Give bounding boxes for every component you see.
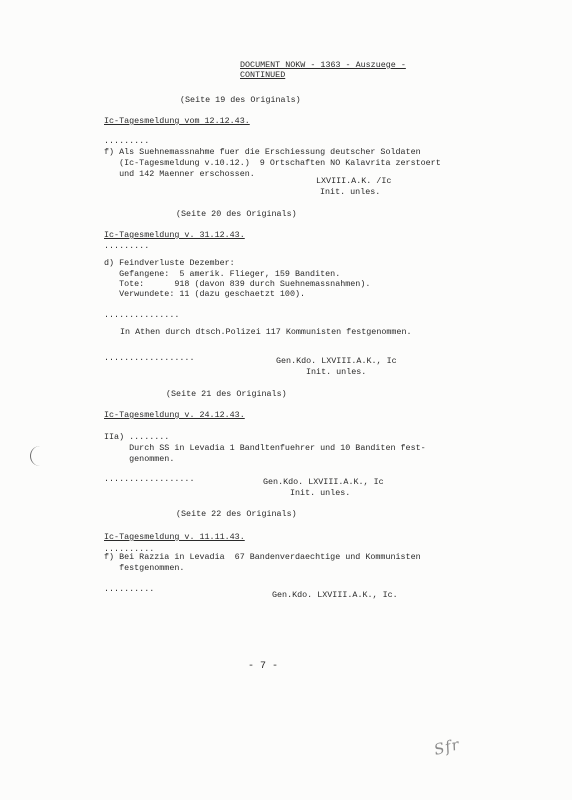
signature-unit: Gen.Kdo. LXVIII.A.K., Ic — [276, 356, 397, 366]
signature-initials: Init. unles. — [306, 367, 367, 377]
ellipsis-line: .................. — [104, 353, 195, 363]
section-heading: Ic-Tagesmeldung v. 11.11.43. — [104, 532, 245, 542]
paragraph-line: (Ic-Tagesmeldung v.10.12.) 9 Ortschaften NO Kalavrita zerstoert — [104, 158, 441, 168]
handwritten-initials: Sfr — [432, 735, 462, 759]
section-heading: Ic-Tagesmeldung v. 31.12.43. — [104, 230, 245, 240]
ellipsis-line: ............... — [104, 310, 180, 320]
paragraph-line: f) Als Suehnemassnahme fuer die Erschiessung deutscher Soldaten — [104, 147, 421, 157]
ellipsis-line: ......... — [104, 136, 150, 146]
page-number: - 7 - — [248, 661, 279, 672]
paragraph-line: f) Bei Razzia in Levadia 67 Bandenverdaechtige und Kommunisten — [104, 552, 421, 562]
paragraph-line: und 142 Maenner erschossen. — [104, 169, 255, 179]
hole-punch-mark — [30, 446, 43, 466]
paragraph-line: In Athen durch dtsch.Polizei 117 Kommunisten festgenommen. — [120, 327, 412, 337]
paragraph-line: d) Feindverluste Dezember: — [104, 258, 235, 268]
signature-unit: Gen.Kdo. LXVIII.A.K., Ic — [263, 477, 384, 487]
paragraph-line: Tote: 918 (davon 839 durch Suehnemassnahmen). — [104, 279, 371, 289]
paragraph-line: Gefangene: 5 amerik. Flieger, 159 Banditen. — [104, 269, 341, 279]
signature-unit: LXVIII.A.K. /Ic — [316, 176, 392, 186]
paragraph-line: IIa) ........ — [104, 432, 170, 442]
section-heading: Ic-Tagesmeldung v. 24.12.43. — [104, 410, 245, 420]
signature-initials: Init. unles. — [290, 488, 351, 498]
document-header-line1: DOCUMENT NOKW - 1363 - Auszuege - — [240, 60, 406, 70]
page-reference: (Seite 20 des Originals) — [176, 209, 297, 219]
section-heading: Ic-Tagesmeldung vom 12.12.43. — [104, 116, 250, 126]
page-reference: (Seite 21 des Originals) — [166, 389, 287, 399]
signature-initials: Init. unles. — [320, 187, 381, 197]
ellipsis-line: .......... — [104, 544, 155, 554]
page-reference: (Seite 22 des Originals) — [176, 509, 297, 519]
ellipsis-line: .................. — [104, 474, 195, 484]
paragraph-line: Verwundete: 11 (dazu geschaetzt 100). — [104, 289, 306, 299]
signature-unit: Gen.Kdo. LXVIII.A.K., Ic. — [272, 590, 398, 600]
ellipsis-line: .......... — [104, 584, 155, 594]
page-reference: (Seite 19 des Originals) — [180, 95, 301, 105]
paragraph-line: Durch SS in Levadia 1 Bandltenfuehrer und 10 Banditen fest- — [104, 443, 426, 453]
document-header-line2: CONTINUED — [240, 70, 286, 80]
ellipsis-line: ......... — [104, 241, 150, 251]
paragraph-line: festgenommen. — [104, 563, 185, 573]
paragraph-line: genommen. — [104, 454, 175, 464]
